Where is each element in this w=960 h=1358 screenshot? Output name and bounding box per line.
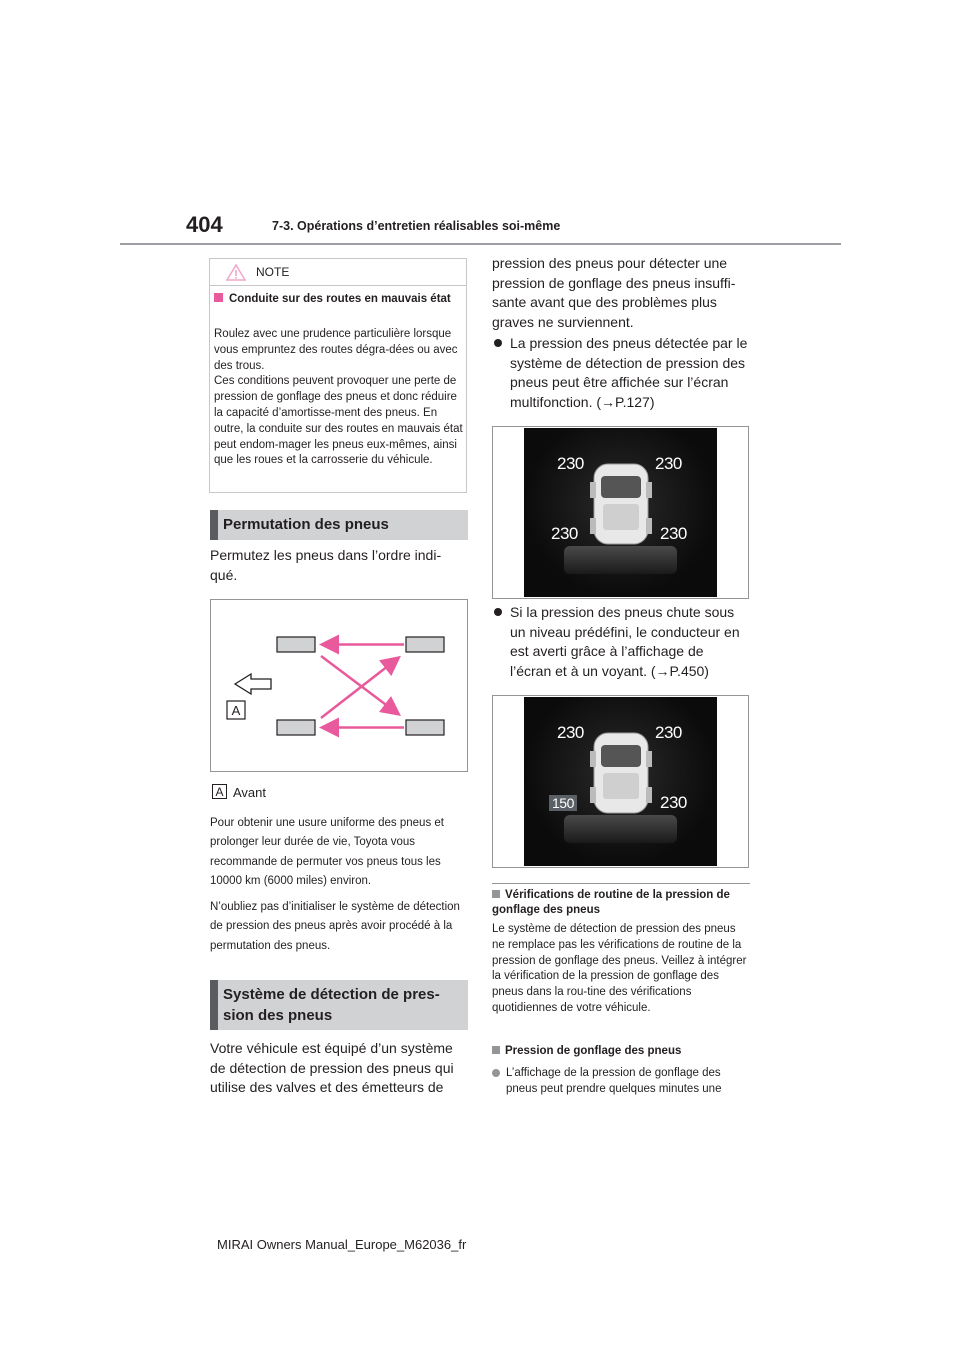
square-bullet-icon [492, 1046, 500, 1054]
bullet-dot-icon [492, 1069, 500, 1077]
multi-info-screen [524, 697, 717, 866]
rotation-para-1: Pour obtenir une usure uniforme des pneus et prolonger leur durée de vie, Toyota vous recommande de permuter vos pneus tous les 10000 km (6000 miles) environ. [210, 817, 444, 887]
rotation-diagram-svg [211, 600, 467, 771]
legend-label-avant: Avant [233, 785, 267, 800]
tpms-bullet-1 [492, 334, 750, 414]
note-box [209, 258, 467, 493]
rotation-intro: Permutez les pneus dans l’ordre indi-qué. [210, 547, 442, 583]
note-subheading-text: Conduite sur des routes en mauvais état [229, 293, 451, 305]
tire-rear-right [406, 720, 444, 735]
square-bullet-icon [492, 890, 500, 898]
note-body: Roulez avec une prudence particulière lorsque vous empruntez des routes dégra-dées ou avec des trous. Ces conditions peuvent provoquer une perte de pression de gonflage des pneus et donc réduire la capacité d’amortisse-ment des pneus. En outre, la conduite sur des routes en mauvais état peut endom-mager les pneus eux-mêmes, ainsi que les roues et la carrosserie du véhicule. [214, 328, 463, 467]
header-divider [120, 243, 841, 245]
page-number: 404 [186, 212, 223, 237]
pressure-heading-text: Pression de gonflage des pneus [505, 1045, 682, 1057]
pressure-rear-right: 230 [660, 793, 687, 812]
rotation-para-2: N’oubliez pas d’initialiser le système de détection de pression des pneus après avoir procédé à la permutation des pneus. [210, 901, 460, 952]
note-subheading [214, 292, 460, 307]
legend-badge-a: A [212, 784, 227, 799]
label-a: A [231, 703, 241, 718]
tpms-intro: Votre véhicule est équipé d’un système de détection de pression des pneus qui utilise des valves et des émetteurs de [210, 1040, 454, 1095]
tpms-bullet-2-text: Si la pression des pneus chute sous un niveau prédéfini, le conducteur en est averti grâce à l’affichage de l’écran et à un voyant. (→P.450) [510, 604, 740, 679]
chapter-title: 7-3. Opérations d’entretien réalisables soi-même [272, 219, 561, 233]
footer-doc-id: MIRAI Owners Manual_Europe_M62036_fr [217, 1237, 467, 1252]
pressure-bullet-text: L’affichage de la pression de gonflage des pneus peut prendre quelques minutes une [506, 1067, 722, 1095]
tpms-bullet-1-text: La pression des pneus détectée par le système de détection de pression des pneus peut être affichée sur l’écran multifonction. (→P.127) [510, 335, 748, 410]
pressure-rear-left-low: 150 [549, 795, 577, 811]
pressure-front-left: 230 [557, 454, 584, 473]
rotation-arrow-diag-down [321, 656, 397, 713]
note-label: NOTE [256, 265, 290, 279]
routine-heading [492, 888, 750, 918]
pressure-front-left: 230 [557, 723, 584, 742]
rotation-arrow-diag-up [321, 659, 397, 718]
pressure-bullet [492, 1066, 750, 1102]
info-divider [492, 883, 750, 884]
section-heading-rotation: Permutation des pneus [210, 510, 468, 540]
tpms-display-normal [492, 426, 749, 599]
bullet-dot-icon [494, 608, 502, 616]
rotation-diagram [210, 599, 468, 772]
car-top-view-icon [590, 462, 652, 546]
tire-front-right [406, 637, 444, 652]
tpms-display-warning [492, 695, 749, 868]
pressure-rear-left: 230 [551, 524, 578, 543]
note-header [210, 259, 466, 286]
car-top-view-icon [590, 731, 652, 815]
front-direction-arrow-icon [235, 674, 271, 694]
routine-body: Le système de détection de pression des pneus ne remplace pas les vérifications de routine de la pression de gonflage des pneus. Veillez à intégrer la vérification de la pression de gonflage des pneus dans la rou-tine des vérifications quotidiennes de votre véhicule. [492, 923, 747, 1014]
warning-triangle-icon [226, 264, 246, 281]
multi-info-screen [524, 428, 717, 597]
pressure-front-right: 230 [655, 454, 682, 473]
tpms-intro-cont: pression des pneus pour détecter une pression de gonflage des pneus insuffi-sante avant que des problèmes plus graves ne surviennent. [492, 255, 736, 330]
tire-front-left [277, 637, 315, 652]
tire-rear-left [277, 720, 315, 735]
tpms-bullet-2 [492, 603, 750, 683]
pressure-heading [492, 1044, 750, 1059]
pressure-front-right: 230 [655, 723, 682, 742]
square-bullet-icon [214, 293, 223, 302]
pressure-rear-right: 230 [660, 524, 687, 543]
bullet-dot-icon [494, 339, 502, 347]
routine-heading-text: Vérifications de routine de la pression de gonflage des pneus [492, 889, 730, 916]
section-heading-tpms: Système de détection de pres-sion des pneus [210, 980, 468, 1030]
floor-shadow [564, 815, 677, 843]
floor-shadow [564, 546, 677, 574]
